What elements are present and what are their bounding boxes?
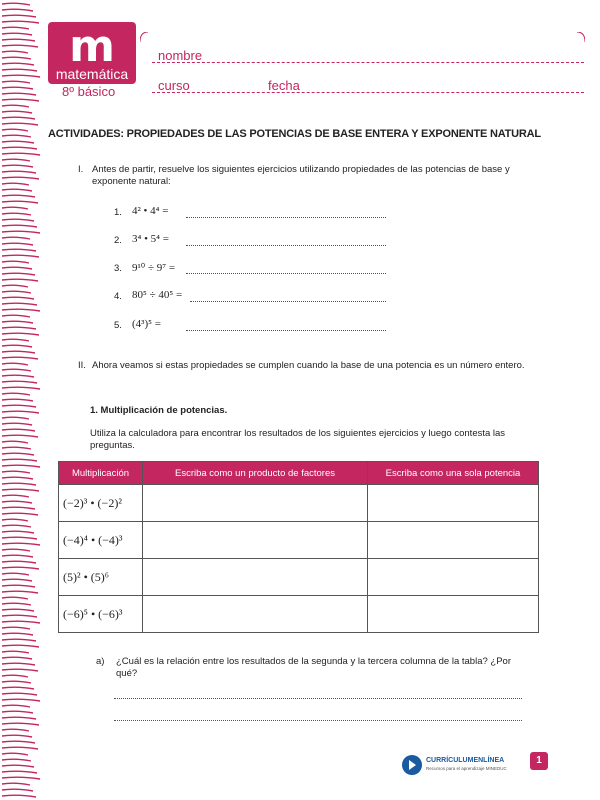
exercise-number: 1. [114,207,122,218]
spine-stroke [2,651,29,653]
spine-stroke [2,273,35,275]
spine-stroke [2,699,40,701]
spine-stroke [2,765,34,767]
spine-stroke [2,621,40,623]
spine-stroke [2,483,36,485]
spine-stroke [2,717,36,719]
spine-stroke [2,495,29,497]
spine-stroke [2,387,40,389]
page-title: ACTIVIDADES: PROPIEDADES DE LAS POTENCIAS DE BASE ENTERA Y EXPONENTE NATURAL [48,128,541,140]
spine-stroke [2,279,38,281]
exercise-answer-line[interactable] [190,301,386,302]
spine-stroke [2,333,39,335]
spine-stroke [2,585,35,587]
spine-stroke [2,129,28,131]
spine-stroke [2,477,33,479]
spine-stroke [2,747,38,749]
spine-stroke [2,141,34,143]
table-cell-answer-power[interactable] [368,596,539,633]
exercise-expression: 4² • 4⁴ = [132,205,169,217]
spine-stroke [2,513,38,515]
spine-stroke [2,51,28,53]
spine-stroke [2,267,32,269]
spine-stroke [2,795,36,797]
spine-stroke [2,135,31,137]
spine-stroke [2,207,28,209]
spine-stroke [2,759,31,761]
spine-stroke [2,309,40,311]
spine-stroke [2,27,29,29]
spine-stroke [2,597,28,599]
spine-stroke [2,231,40,233]
question-a-text: ¿Cuál es la relación entre los resultados de la segunda y la tercera columna de la tabla? ¿Por qué? [116,656,511,679]
spine-stroke [2,345,32,347]
spine-stroke [2,165,33,167]
spine-stroke [2,327,36,329]
spine-stroke [2,399,33,401]
col-header-product: Escriba como un producto de factores [143,462,368,485]
spine-stroke [2,291,31,293]
exercise-number: 4. [114,291,122,302]
spine-stroke [2,405,36,407]
spine-stroke [2,447,31,449]
question-a-marker: a) [96,656,105,667]
spine-stroke [2,177,39,179]
table-cell-answer-product[interactable] [143,559,368,596]
spine-stroke [2,243,33,245]
spine-stroke [2,507,35,509]
answer-line[interactable] [114,720,522,721]
table-header-row [59,462,539,485]
exercise-expression: 3⁴ • 5⁴ = [132,233,169,245]
spine-stroke [2,213,31,215]
spine-stroke [2,33,32,35]
spine-stroke [2,681,31,683]
spine-stroke [2,21,39,23]
course-label: curso [158,78,190,93]
spine-stroke [2,543,40,545]
spine-stroke [2,459,37,461]
spine-stroke [2,561,36,563]
spine-stroke [2,225,37,227]
spine-stroke [2,531,34,533]
table-row [59,485,539,522]
spine-stroke [2,45,38,47]
spine-stroke [2,741,35,743]
table-cell-expr: (−4)⁴ • (−4)³ [59,522,143,559]
spine-stroke [2,453,34,455]
spine-stroke [2,723,39,725]
spine-stroke [2,675,28,677]
table-cell-answer-product[interactable] [143,522,368,559]
spine-stroke [2,633,33,635]
spine-stroke [2,285,28,287]
table-cell-answer-power[interactable] [368,559,539,596]
spine-stroke [2,69,37,71]
table-cell-answer-product[interactable] [143,596,368,633]
spine-stroke [2,411,39,413]
page-number: 1 [530,752,548,770]
table-cell-answer-power[interactable] [368,522,539,559]
brand-subtitle: Recursos para el aprendizaje MINEDUC [426,766,507,771]
spine-stroke [2,729,29,731]
spine-stroke [2,603,31,605]
spine-stroke [2,147,37,149]
arrow-icon [402,755,422,775]
powers-table [58,461,539,633]
spine-stroke [2,87,33,89]
spine-stroke [2,501,32,503]
spine-stroke [2,645,39,647]
spine-stroke [2,219,34,221]
spine-stroke [2,465,40,467]
spine-stroke [2,441,28,443]
table-row [59,596,539,633]
spine-stroke [2,93,36,95]
col-header-power: Escriba como una sola potencia [368,462,539,485]
spine-stroke [2,627,30,629]
spine-stroke [2,315,30,317]
spine-stroke [2,75,40,77]
spine-stroke [2,357,38,359]
grade-label: 8º básico [62,84,116,99]
spine-stroke [2,657,32,659]
spine-stroke [2,567,39,569]
table-cell-answer-power[interactable] [368,485,539,522]
spine-stroke [2,117,35,119]
exercise-number: 5. [114,320,122,331]
spine-stroke [2,81,30,83]
spine-stroke [2,537,37,539]
spine-stroke [2,3,30,5]
spine-stroke [2,609,34,611]
spine-stroke [2,153,40,155]
spine-stroke [2,573,29,575]
spine-stroke [2,303,37,305]
subject-logo [48,22,136,84]
spine-stroke [2,105,29,107]
spine-stroke [2,711,33,713]
spine-stroke [2,297,34,299]
spine-stroke [2,555,33,557]
spine-stroke [2,63,34,65]
spine-stroke [2,669,38,671]
table-cell-expr: (−6)⁵ • (−6)³ [59,596,143,633]
date-label: fecha [268,78,300,93]
spine-stroke [2,549,30,551]
logo-subject: matemática [55,66,129,82]
spine-stroke [2,393,30,395]
spine-stroke [2,471,30,473]
spine-stroke [2,255,39,257]
table-row [59,522,539,559]
spine-stroke [2,123,38,125]
spine-stroke [2,705,30,707]
spine-stroke [2,753,28,755]
spine-stroke [2,201,38,203]
exercise-expression: 80⁵ ÷ 40⁵ = [132,289,183,301]
exercise-answer-line[interactable] [186,273,386,274]
spine-stroke [2,429,35,431]
spine-stroke [2,9,33,11]
spine-stroke [2,435,38,437]
section2-text: Ahora veamos si estas propiedades se cumplen cuando la base de una potencia es un número entero. [92,360,525,371]
table-cell-answer-product[interactable] [143,485,368,522]
spine-stroke [2,525,31,527]
spine-stroke [2,339,29,341]
spine-stroke [2,639,36,641]
spine-stroke [2,15,36,17]
spine-stroke [2,783,30,785]
table-cell-expr: (5)² • (5)⁶ [59,559,143,596]
spine-stroke [2,351,35,353]
exercise-expression: 9¹⁰ ÷ 9⁷ = [132,262,176,274]
spine-stroke [2,771,37,773]
spine-stroke [2,381,37,383]
answer-line[interactable] [114,698,522,699]
spine-stroke [2,579,32,581]
spine-stroke [2,615,37,617]
spine-stroke [2,423,32,425]
exercise-expression: (4³)⁵ = [132,318,161,330]
spine-stroke [2,261,29,263]
table-row [59,559,539,596]
spine-stroke [2,591,38,593]
spine-stroke [2,159,30,161]
spine-stroke [2,417,29,419]
brand-name: CURRÍCULUMENLÍNEA [426,757,505,764]
spine-stroke [2,663,35,665]
spine-stroke [2,321,33,323]
exercise-number: 2. [114,235,122,246]
spine-stroke [2,249,36,251]
spine-stroke [2,99,39,101]
spine-stroke [2,789,33,791]
section2-marker: II. [78,360,86,371]
binding-spine [0,0,44,800]
spine-stroke [2,693,37,695]
table-cell-expr: (−2)³ • (−2)² [59,485,143,522]
col-header-multiplication: Multiplicación [59,462,143,485]
name-field[interactable] [152,62,584,63]
spine-stroke [2,195,35,197]
spine-stroke [2,687,34,689]
spine-stroke [2,183,29,185]
logo-letter: m [69,21,115,72]
section2-instruction: Utiliza la calculadora para encontrar los resultados de los siguientes ejercicios y luego contesta las preguntas. [90,428,506,451]
spine-stroke [2,363,28,365]
spine-stroke [2,111,32,113]
section1-text: Antes de partir, resuelve los siguientes ejercicios utilizando propiedades de las potencias de base y exponente natural: [92,164,510,187]
exercise-answer-line[interactable] [186,330,386,331]
exercise-answer-line[interactable] [186,217,386,218]
spine-stroke [2,171,36,173]
spine-stroke [2,189,32,191]
section1-marker: I. [78,164,84,175]
spine-stroke [2,375,34,377]
spine-stroke [2,237,30,239]
spine-stroke [2,39,35,41]
exercise-answer-line[interactable] [186,245,386,246]
name-label: nombre [158,48,203,63]
spine-stroke [2,369,31,371]
spine-stroke [2,735,32,737]
spine-stroke [2,489,39,491]
spine-stroke [2,777,40,779]
exercise-number: 3. [114,263,122,274]
subheading-multiplication: 1. Multiplicación de potencias. [90,405,228,416]
spine-stroke [2,57,31,59]
spine-stroke [2,519,28,521]
course-date-field[interactable] [152,92,584,93]
